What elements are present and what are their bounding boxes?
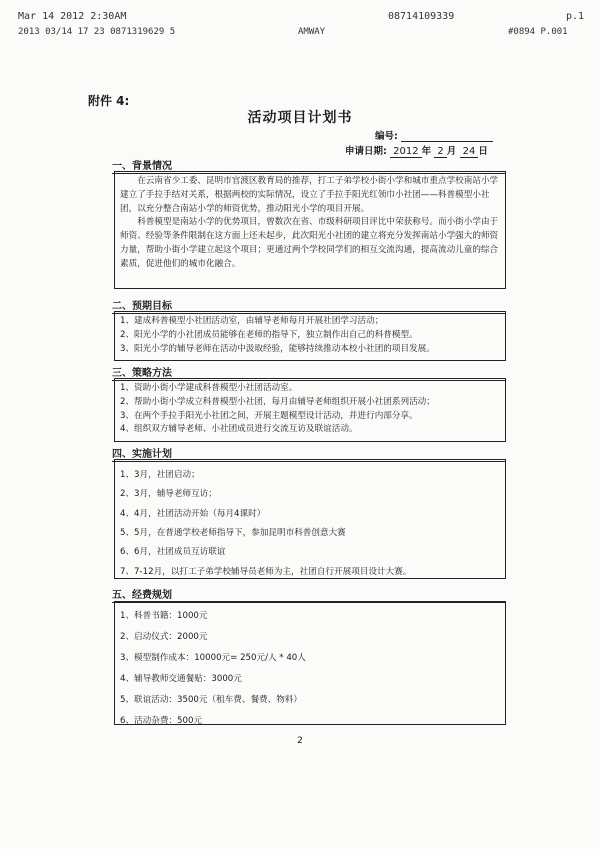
budget-box [114, 601, 506, 725]
fax-page-indicator: p.1 [566, 11, 585, 22]
goal-item: 1、建成科普模型小社团活动室，由辅导老师每月开展社团学习活动； [120, 316, 384, 326]
fax-transmit-line: 2013 03/14 17 23 0871319629 5 [18, 27, 176, 37]
section-heading-background: 一、背景情况 [112, 157, 506, 174]
number-label: 编号: [375, 131, 398, 142]
date-year-unit: 年 [421, 146, 432, 157]
background-box [114, 171, 506, 289]
date-year: 2012 [390, 146, 421, 158]
plan-item: 2、3月，辅导老师互访； [120, 489, 217, 500]
strategy-item: 3、在两个手拉手阳光小社团之间，开展主题模型设计活动，并进行内部分享。 [120, 410, 418, 421]
fax-job-number: #0894 P.001 [508, 27, 568, 37]
date-label: 申请日期: [345, 146, 387, 157]
date-day-unit: 日 [478, 146, 488, 157]
fax-sender-id: AMWAY [298, 27, 326, 37]
strategy-box [114, 378, 506, 442]
budget-item: 6、活动杂费：500元 [120, 716, 203, 727]
plan-item: 1、3月，社团启动； [120, 470, 200, 480]
plan-item: 6、6月，社团成员互访联谊 [120, 547, 226, 558]
date-month: 2 [434, 146, 446, 158]
fax-phone-number: 08714109339 [388, 11, 455, 22]
number-value [401, 130, 493, 142]
goals-box [114, 311, 506, 361]
application-date [345, 143, 488, 157]
strategy-item: 4、组织双方辅导老师、小社团成员进行交流互访及联谊活动。 [120, 424, 358, 435]
budget-item: 3、模型制作成本：10000元= 250元/人 * 40人 [120, 653, 306, 664]
section-heading-strategy: 三、策略方法 [112, 364, 506, 381]
plan-box [114, 459, 506, 579]
strategy-item: 2、帮助小街小学成立科普模型小社团，每月由辅导老师组织开展小社团系列活动； [120, 396, 435, 407]
budget-item: 1、科普书籍：1000元 [120, 611, 208, 621]
plan-item: 4、4月，社团活动开始（每月4课时） [120, 508, 266, 519]
plan-item: 5、5月，在普通学校老师指导下，参加昆明市科普创意大赛 [120, 527, 346, 538]
number-field [375, 128, 493, 142]
attachment-label: 附件 4: [88, 94, 130, 108]
fax-timestamp: Mar 14 2012 2:30AM [18, 11, 127, 22]
plan-item: 7、7-12月，以打工子弟学校辅导员老师为主，社团自行开展项目设计大赛。 [120, 566, 412, 577]
document-title: 活动项目计划书 [247, 110, 353, 126]
budget-item: 2、启动仪式：2000元 [120, 632, 208, 643]
background-paragraph: 在云南省少工委、昆明市官渡区教育局的推荐，打工子弟学校小街小学和城市重点学校南站小学建立了手拉手结对关系，根据两校的实际情况，设立了手拉手阳光红领巾小社团——科普模型小社团，以充分整合南站小学的师资优势，推动阳光小学的项目开展。 [120, 176, 499, 214]
section-heading-goals: 二、预期目标 [112, 297, 506, 314]
section-heading-budget: 五、经费规划 [112, 586, 506, 603]
budget-item: 4、辅导教师交通餐贴：3000元 [120, 674, 242, 685]
background-paragraph: 科普模型是南站小学的优势项目，曾数次在省、市级科研项目评比中荣获称号。而小街小学由于师资、经验等条件限制在这方面上还未起步，此次阳光小社团的建立将充分发挥南站小学强大的师资力量，帮助小街小学建立起这个项目；更通过两个学校同学们的相互交流沟通，提高流动儿童的综合素质，促进他们的城市化融合。 [120, 217, 499, 269]
page-number: 2 [297, 736, 303, 746]
budget-item: 5、联谊活动：3500元（租车费、餐费、物料） [120, 695, 303, 706]
date-month-unit: 月 [446, 146, 457, 157]
strategy-item: 1、资助小街小学建成科普模型小社团活动室。 [120, 383, 298, 393]
goal-item: 3、阳光小学的辅导老师在活动中汲取经验，能够持续推动本校小社团的项目发展。 [120, 343, 435, 354]
date-day: 24 [460, 146, 479, 158]
goal-item: 2、阳光小学的小社团成员能够在老师的指导下，独立制作出自己的科普模型。 [120, 329, 418, 340]
section-heading-plan: 四、实施计划 [112, 445, 506, 462]
